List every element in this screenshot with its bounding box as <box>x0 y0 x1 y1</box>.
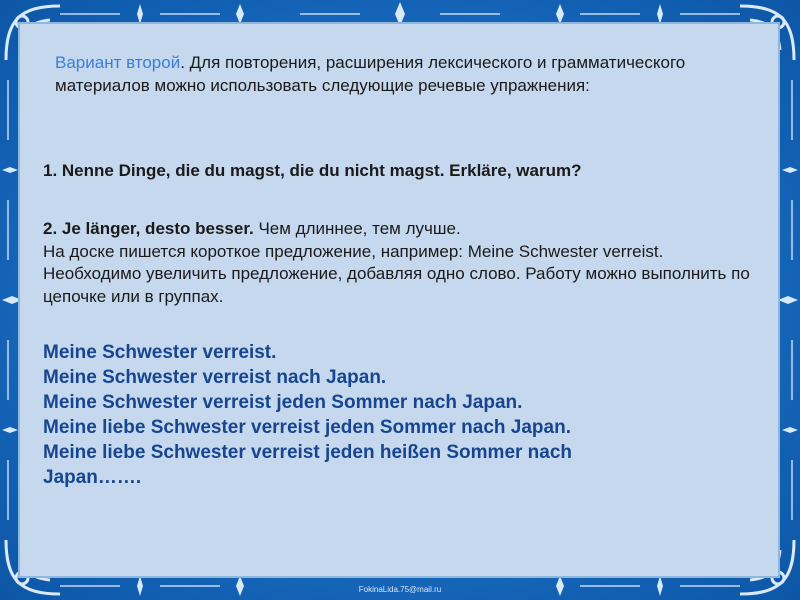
exercise-2 <box>43 218 763 308</box>
example-line: Meine liebe Schwester verreist jeden heißen Sommer nach <box>43 442 573 463</box>
exercise-2-heading: 2. Je länger, desto besser. <box>43 219 254 238</box>
example-sentences <box>43 340 763 490</box>
example-line: Meine Schwester verreist. <box>43 342 277 363</box>
intro-paragraph <box>55 52 745 97</box>
exercise-1: 1. Nenne Dinge, die du magst, die du nicht magst. Erkläre, warum? <box>43 161 582 180</box>
example-line: Japan……. <box>43 467 142 488</box>
example-line: Meine Schwester verreist nach Japan. <box>43 367 387 388</box>
exercise-2-text: На доске пишется короткое предложение, например: Meine Schwester verreist. Необходимо увеличить предложение, добавляя одно слово. Работу можно выполнить по цепочке или в группах. <box>43 241 750 306</box>
example-line: Meine Schwester verreist jeden Sommer nach Japan. <box>43 392 523 413</box>
example-line: Meine liebe Schwester verreist jeden Sommer nach Japan. <box>43 417 571 438</box>
footer-email: FokinaLida.75@mail.ru <box>358 585 442 594</box>
variant-title: Вариант второй <box>55 53 181 72</box>
exercise-2-subtitle: Чем длиннее, тем лучше. <box>253 219 461 238</box>
intro-text: . Для повторения, расширения лексического и грамматического материалов можно использовать следующие речевые упражнения: <box>55 53 686 95</box>
